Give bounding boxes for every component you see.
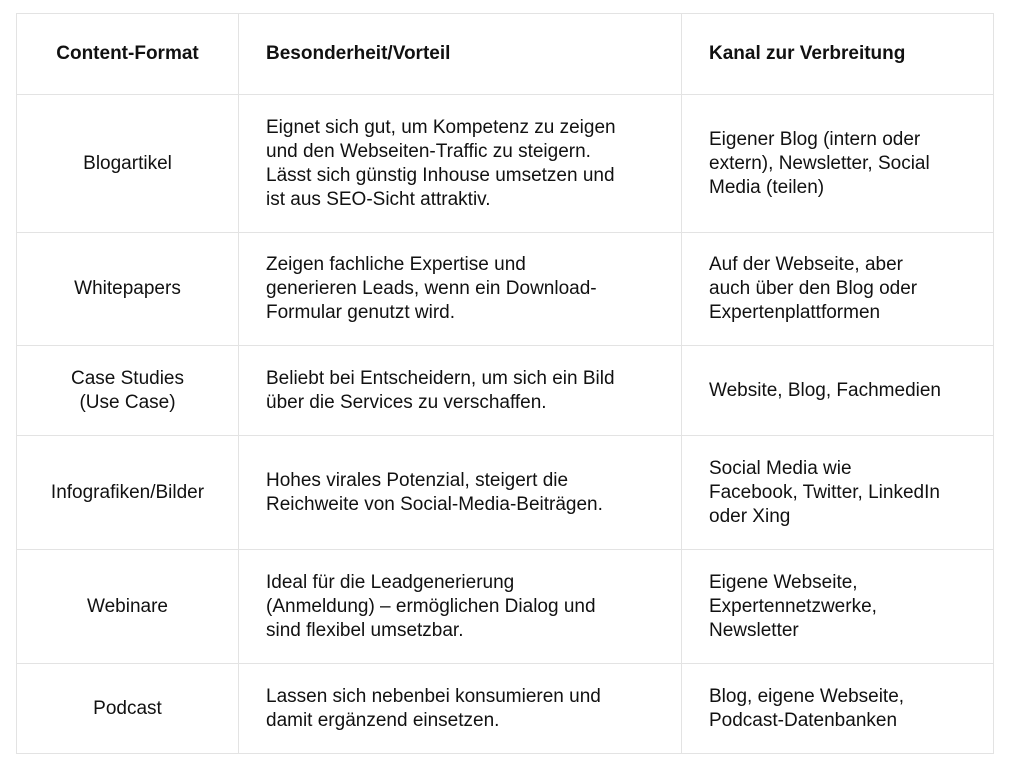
cell-line: oder Xing	[709, 505, 791, 527]
cell-line: Whitepapers	[74, 278, 181, 299]
advantage-cell	[239, 233, 682, 346]
content-format-table	[16, 13, 994, 754]
cell-line: über die Services zu verschaffen.	[266, 391, 547, 413]
table-row	[17, 95, 994, 233]
channel-cell	[682, 550, 994, 664]
cell-line: Eigene Webseite,	[709, 571, 858, 593]
cell-line: Expertennetzwerke,	[709, 595, 877, 617]
format-cell	[17, 436, 239, 550]
cell-line: ist aus SEO-Sicht attraktiv.	[266, 188, 491, 210]
advantage-cell	[239, 95, 682, 233]
cell-line: damit ergänzend einsetzen.	[266, 709, 500, 731]
channel-cell	[682, 664, 994, 754]
channel-cell	[682, 436, 994, 550]
cell-line: Eigener Blog (intern oder	[709, 128, 921, 150]
table-header-row	[17, 14, 994, 95]
cell-line: Facebook, Twitter, LinkedIn	[709, 481, 940, 503]
cell-line: Beliebt bei Entscheidern, um sich ein Bild	[266, 367, 615, 389]
cell-line: Formular genutzt wird.	[266, 302, 456, 323]
cell-line: Eignet sich gut, um Kompetenz zu zeigen	[266, 116, 616, 138]
cell-line: Case Studies	[70, 367, 184, 389]
cell-line: generieren Leads, wenn ein Download-	[266, 278, 597, 299]
cell-line: Webinare	[87, 595, 168, 617]
channel-cell	[682, 233, 994, 346]
cell-line: und den Webseiten-Traffic zu steigern.	[266, 140, 591, 162]
cell-line: Podcast-Datenbanken	[709, 709, 898, 731]
cell-line: Social Media wie	[709, 457, 852, 479]
cell-line: Blog, eigene Webseite,	[709, 685, 905, 707]
cell-line: Ideal für die Leadgenerierung	[266, 571, 515, 593]
cell-line: Zeigen fachliche Expertise und	[266, 254, 526, 275]
header-content-format: Content-Format	[17, 14, 239, 95]
channel-cell	[682, 346, 994, 436]
format-cell	[17, 550, 239, 664]
cell-line: Auf der Webseite, aber	[709, 254, 903, 275]
cell-line: auch über den Blog oder	[709, 278, 918, 299]
cell-line: Lassen sich nebenbei konsumieren und	[266, 685, 601, 707]
cell-line: (Use Case)	[79, 391, 176, 413]
advantage-cell	[239, 346, 682, 436]
header-channel: Kanal zur Verbreitung	[682, 14, 994, 95]
format-cell	[17, 233, 239, 346]
advantage-cell	[239, 664, 682, 754]
cell-line: Expertenplattformen	[709, 302, 881, 323]
cell-line: Media (teilen)	[709, 176, 825, 198]
table-row	[17, 436, 994, 550]
cell-line: Infografiken/Bilder	[50, 481, 205, 503]
format-cell	[17, 95, 239, 233]
table-row	[17, 346, 994, 436]
format-cell	[17, 664, 239, 754]
cell-line: Website, Blog, Fachmedien	[709, 379, 941, 401]
advantage-cell	[239, 436, 682, 550]
cell-line: Lässt sich günstig Inhouse umsetzen und	[266, 164, 615, 186]
table-row	[17, 664, 994, 754]
channel-cell	[682, 95, 994, 233]
table-row	[17, 233, 994, 346]
format-cell	[17, 346, 239, 436]
cell-line: sind flexibel umsetzbar.	[266, 619, 464, 641]
cell-line: extern), Newsletter, Social	[709, 152, 930, 174]
header-advantage: Besonderheit/Vorteil	[239, 14, 682, 95]
advantage-cell	[239, 550, 682, 664]
cell-line: Newsletter	[709, 619, 799, 641]
table-row	[17, 550, 994, 664]
cell-line: Blogartikel	[83, 152, 172, 174]
cell-line: (Anmeldung) – ermöglichen Dialog und	[266, 595, 596, 617]
cell-line: Hohes virales Potenzial, steigert die	[266, 469, 569, 491]
cell-line: Podcast	[93, 697, 162, 719]
cell-line: Reichweite von Social-Media-Beiträgen.	[266, 493, 603, 515]
